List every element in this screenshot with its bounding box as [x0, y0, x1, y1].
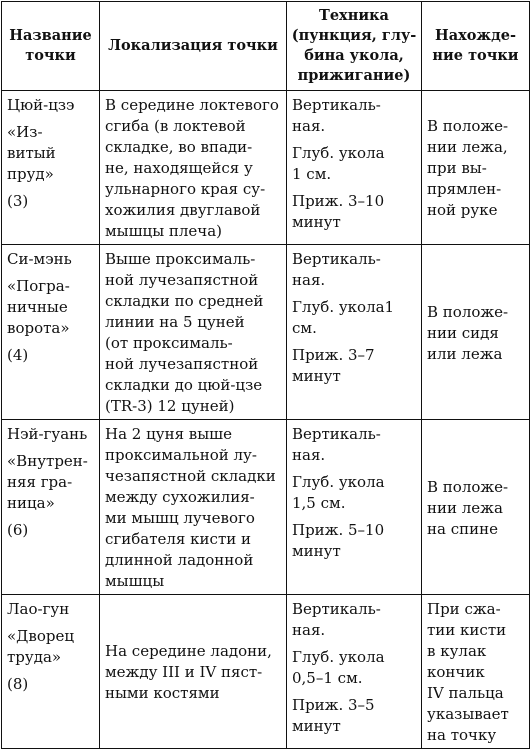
text-line: ульнарного края су- — [105, 180, 266, 198]
technique-method — [292, 249, 416, 291]
text-line: минут — [292, 367, 341, 385]
point-number: (6) — [7, 521, 29, 539]
point-name: Нэй-гуань — [7, 425, 88, 443]
text-line: пруд» — [7, 165, 54, 183]
technique-cell — [287, 91, 422, 245]
patient-position-cell — [422, 595, 530, 749]
text-line: складке, во впади- — [105, 138, 253, 156]
technique-cell — [287, 245, 422, 420]
point-name-cell — [2, 595, 100, 749]
text-line: нии сидя — [427, 323, 499, 342]
table-header-row — [2, 2, 530, 91]
text-line: минут — [292, 213, 341, 231]
header-name: Название точки — [2, 2, 100, 91]
text-line: мышцы — [105, 572, 165, 590]
text-line: ница» — [7, 494, 55, 512]
table-row — [2, 595, 530, 749]
text-line: Приж. 3–5 — [292, 696, 375, 714]
text-line: на точку — [427, 726, 497, 744]
text-line: (TR-3) 12 цуней) — [105, 397, 235, 415]
text-line: складки по средней — [105, 292, 264, 310]
text-line: нии лежа — [427, 498, 503, 517]
text-line: ми мышц лучевого — [105, 509, 255, 527]
text-line: Вертикаль- — [292, 600, 381, 618]
text-line: «Внутрен- — [7, 452, 88, 470]
point-location-cell — [100, 245, 287, 420]
text-line: «Из- — [7, 123, 43, 141]
text-line: см. — [292, 319, 317, 337]
text-line: Вертикаль- — [292, 425, 381, 443]
text-line: В положе- — [427, 302, 509, 321]
point-location-cell — [100, 420, 287, 595]
point-name-cell — [2, 420, 100, 595]
point-location-cell — [100, 91, 287, 245]
text-line: ными костями — [105, 684, 220, 702]
text-line: При сжа- — [427, 600, 501, 618]
point-name: Цюй-цзэ — [7, 96, 75, 114]
text-line: В положе- — [427, 117, 509, 135]
text-line: складки до цюй-цзе — [105, 376, 263, 394]
point-number: (8) — [7, 675, 29, 693]
text-line: при вы- — [427, 159, 487, 177]
text-line: 1,5 см. — [292, 494, 346, 512]
technique-cell — [287, 595, 422, 749]
text-line: 0,5–1 см. — [292, 669, 363, 687]
text-line: кончик — [427, 663, 485, 681]
text-line: Глуб. укола — [292, 648, 385, 666]
text-line: ной лучезапястной — [105, 355, 259, 373]
text-line: мышцы плеча) — [105, 222, 223, 240]
point-name: Лао-гун — [7, 600, 70, 618]
text-line: длинной ладонной — [105, 551, 254, 569]
point-name-cell — [2, 91, 100, 245]
acupuncture-points-table — [1, 1, 530, 749]
text-line: В середине локтевого — [105, 96, 279, 114]
point-name: Си-мэнь — [7, 250, 72, 268]
technique-depth — [292, 472, 416, 514]
point-number: (3) — [7, 192, 29, 210]
technique-burn — [292, 520, 416, 562]
text-line: ная. — [292, 446, 326, 464]
text-line: Приж. 3–7 — [292, 346, 375, 364]
text-line: Выше проксималь- — [105, 250, 256, 268]
text-line: минут — [292, 542, 341, 560]
patient-position-cell — [422, 245, 530, 420]
point-name-cell — [2, 245, 100, 420]
point-translation — [7, 451, 94, 514]
text-line: хожилия двуглавой — [105, 201, 261, 219]
header-location: Локализация точки — [100, 2, 287, 91]
table-row — [2, 245, 530, 420]
text-line: «Погра- — [7, 277, 70, 295]
text-line: 1 см. — [292, 165, 332, 183]
patient-position-cell — [422, 91, 530, 245]
text-line: (от проксималь- — [105, 334, 233, 352]
text-line: На 2 цуня выше — [105, 425, 233, 443]
text-line: ная. — [292, 117, 326, 135]
text-line: Глуб. укола1 — [292, 298, 395, 316]
text-line: не, находящейся у — [105, 159, 253, 177]
technique-depth — [292, 297, 416, 339]
text-line: ничные — [7, 298, 68, 316]
text-line: Глуб. укола — [292, 144, 385, 162]
text-line: ной руке — [427, 201, 498, 219]
text-line: между III и IV пяст- — [105, 663, 263, 681]
point-translation — [7, 276, 94, 339]
technique-method — [292, 95, 416, 137]
text-line: ная. — [292, 621, 326, 639]
text-line: няя гра- — [7, 473, 73, 491]
text-line: труда» — [7, 648, 62, 666]
table-row — [2, 420, 530, 595]
text-line: Приж. 5–10 — [292, 521, 385, 539]
technique-method — [292, 424, 416, 466]
text-line: указывает — [427, 705, 509, 723]
text-line: витый — [7, 144, 56, 162]
text-line: Вертикаль- — [292, 96, 381, 114]
point-translation — [7, 122, 94, 185]
point-location-cell — [100, 595, 287, 749]
text-line: Вертикаль- — [292, 250, 381, 268]
text-line: тии кисти — [427, 621, 507, 639]
text-line: проксимальной лу- — [105, 446, 257, 464]
text-line: Глуб. укола — [292, 473, 385, 491]
text-line: линии на 5 цуней — [105, 313, 245, 331]
technique-method — [292, 599, 416, 641]
text-line: прямлен- — [427, 180, 502, 198]
text-line: нии лежа, — [427, 138, 508, 156]
technique-depth — [292, 647, 416, 689]
text-line: ворота» — [7, 319, 70, 337]
table-row — [2, 91, 530, 245]
text-line: ная. — [292, 271, 326, 289]
text-line: на спине — [427, 519, 498, 538]
text-line: чезапястной складки — [105, 467, 276, 485]
header-position: Нахожде- ние точки — [422, 2, 530, 91]
technique-burn — [292, 191, 416, 233]
text-line: в кулак — [427, 642, 487, 660]
text-line: или лежа — [427, 344, 503, 363]
text-line: сгиба (в локтевой — [105, 117, 246, 135]
header-technique: Техника (пункция, глу- бина укола, прижигание) — [287, 2, 422, 91]
text-line: ной лучезапястной — [105, 271, 259, 289]
point-translation — [7, 626, 94, 668]
text-line: между сухожилия- — [105, 488, 255, 506]
text-line: На середине ладони, — [105, 642, 272, 660]
patient-position-cell — [422, 420, 530, 595]
text-line: минут — [292, 717, 341, 735]
technique-cell — [287, 420, 422, 595]
text-line: IV пальца — [427, 684, 504, 702]
text-line: сгибателя кисти и — [105, 530, 252, 548]
text-line: В положе- — [427, 477, 509, 496]
text-line: «Дворец — [7, 627, 74, 645]
point-number: (4) — [7, 346, 29, 364]
technique-burn — [292, 345, 416, 387]
technique-depth — [292, 143, 416, 185]
text-line: Приж. 3–10 — [292, 192, 385, 210]
